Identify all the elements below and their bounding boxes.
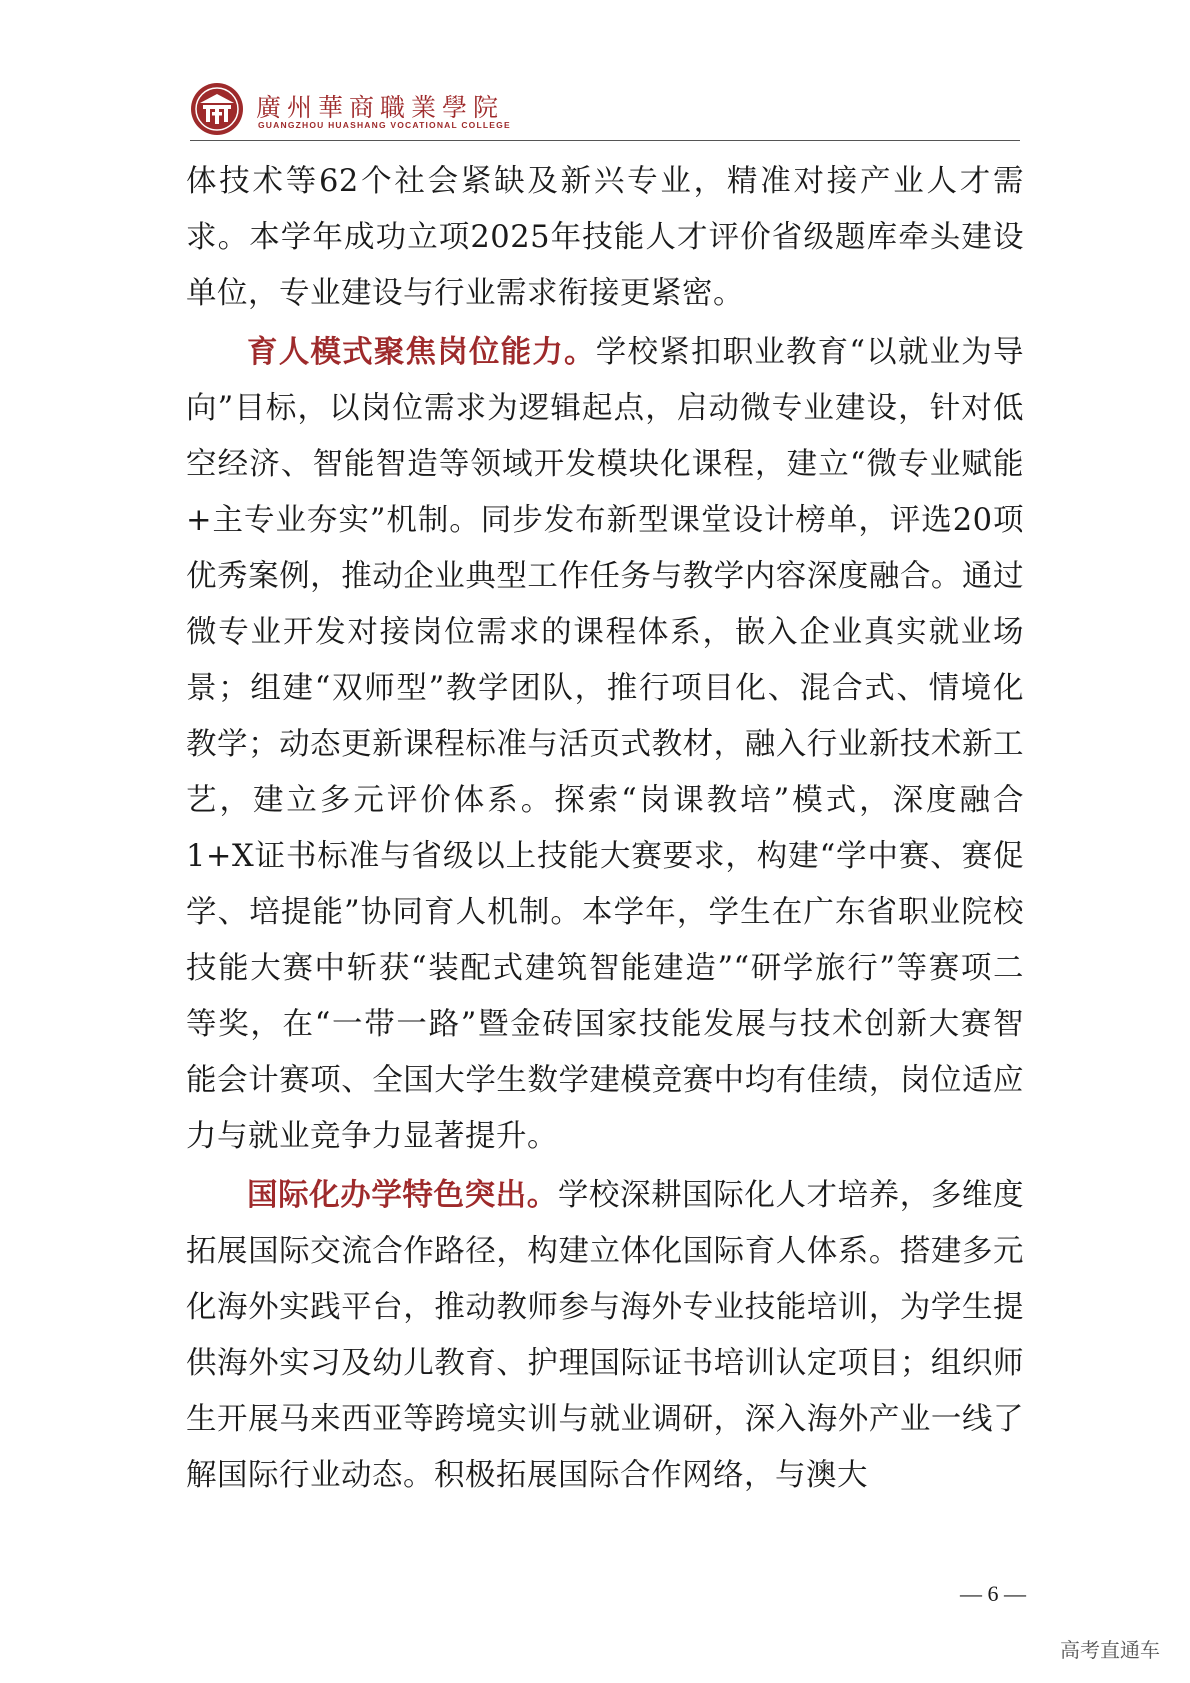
- paragraph-text: 学校紧扣职业教育“以就业为导向”目标，以岗位需求为逻辑起点，启动微专业建设，针对低空经济、智能智造等领域开发模块化课程，建立“微专业赋能+主专业夯实”机制。同步发布新型课堂设计榜单，评选20项优秀案例，推动企业典型工作任务与教学内容深度融合。通过微专业开发对接岗位需求的课程体系，嵌入企业真实就业场景；组建“双师型”教学团队，推行项目化、混合式、情境化教学；动态更新课程标准与活页式教材，融入行业新技术新工艺，建立多元评价体系。探索“岗课教培”模式，深度融合1+X证书标准与省级以上技能大赛要求，构建“学中赛、赛促学、培提能”协同育人机制。本学年，学生在广东省职业院校技能大赛中斩获“装配式建筑智能建造”“研学旅行”等赛项二等奖，在“一带一路”暨金砖国家技能发展与技术创新大赛智能会计赛项、全国大学生数学建模竞赛中均有佳绩，岗位适应力与就业竞争力显著提升。: [186, 335, 1024, 1154]
- paragraph-specialties: [186, 154, 1024, 322]
- paragraph-training-model: [186, 324, 1024, 1165]
- school-name-cn: 廣州華商職業學院: [256, 93, 505, 122]
- document-header: [190, 78, 1020, 140]
- paragraph-text: 体技术等62个社会紧缺及新兴专业，精准对接产业人才需求。本学年成功立项2025年技能人才评价省级题库牵头建设单位，专业建设与行业需求衔接更紧密。: [186, 164, 1024, 311]
- paragraph-lead: 国际化办学特色突出。: [247, 1177, 558, 1213]
- page-number: — 6 —: [960, 1581, 1026, 1606]
- paragraph-internationalization: [186, 1167, 1024, 1504]
- paragraph-text: 学校深耕国际化人才培养，多维度拓展国际交流合作路径，构建立体化国际育人体系。搭建多元化海外实践平台，推动教师参与海外专业技能培训，为学生提供海外实习及幼儿教育、护理国际证书培训认定项目；组织师生开展马来西亚等跨境实训与就业调研，深入海外产业一线了解国际行业动态。积极拓展国际合作网络，与澳大: [186, 1178, 1025, 1493]
- header-divider: [190, 140, 1020, 141]
- watermark: 高考直通车: [1060, 1638, 1160, 1662]
- paragraph-lead: 育人模式聚焦岗位能力。: [247, 334, 596, 370]
- school-name-en: GUANGZHOU HUASHANG VOCATIONAL COLLEGE: [258, 120, 511, 130]
- college-seal-icon: [190, 82, 244, 136]
- document-body: [186, 154, 1024, 1504]
